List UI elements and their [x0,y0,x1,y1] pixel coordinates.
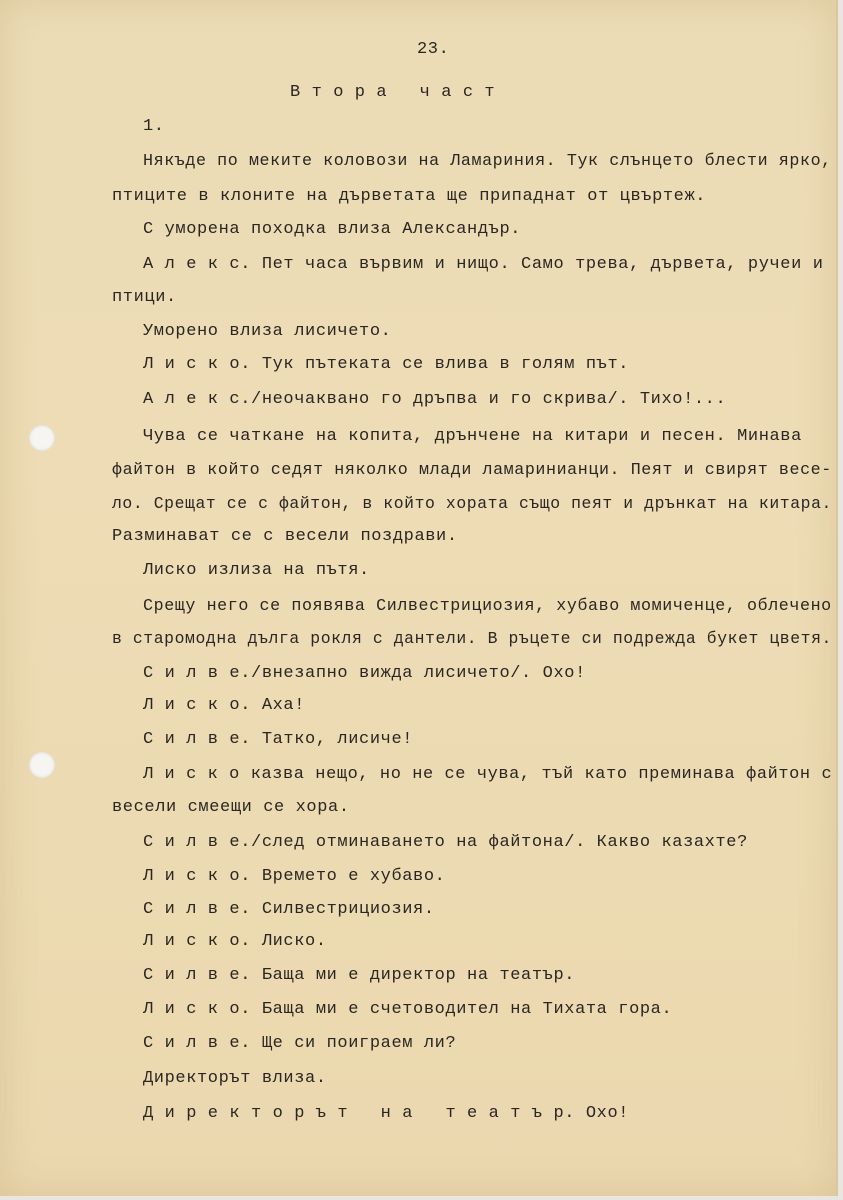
text-line: Л и с к о. Аха! [143,696,306,715]
scene-number: 1. [143,117,165,136]
text-line: А л е к с. Пет часа вървим и нищо. Само трева, дървета, ручеи и [143,255,824,274]
text-line: Л и с к о. Баща ми е счетоводител на Тихата гора. [143,1000,673,1019]
text-line: С и л в е. Ще си поиграем ли? [143,1034,457,1053]
text-line: Уморено влиза лисичето. [143,322,392,341]
text-line: Директорът влиза. [143,1069,327,1088]
text-line: птици. [112,288,177,307]
punch-hole [29,752,55,778]
text-line: Срещу него се появява Силвестрициозия, хубаво момиченце, облечено [143,597,832,616]
text-line: С и л в е./след отминаването на файтона/. Какво казахте? [143,833,748,852]
text-line: Някъде по меките коловози на Ламариния. Тук слънцето блести ярко, [143,152,832,171]
page-number: 23. [417,40,450,59]
text-line: весели смеещи се хора. [112,798,350,817]
punch-hole [29,425,55,451]
text-line: в старомодна дълга рокля с дантели. В ръцете си подрежда букет цветя. [112,630,832,649]
text-line: Л и с к о казва нещо, но не се чува, тъй като преминава файтон с [143,765,833,784]
text-line: Л и с к о. Тук пътеката се влива в голям път. [143,355,630,374]
text-line: Л и с к о. Времето е хубаво. [143,867,446,886]
text-line: Д и р е к т о р ъ т н а т е а т ъ р. Охо! [143,1104,630,1123]
text-line: С и л в е. Татко, лисиче! [143,730,414,749]
text-line: Л и с к о. Лиско. [143,932,327,951]
text-line: ло. Срещат се с файтон, в който хората също пеят и дрънкат на китара. [112,495,832,514]
text-line: Лиско излиза на пътя. [143,561,370,580]
text-line: С и л в е. Силвестрициозия. [143,900,435,919]
text-line: С и л в е. Баща ми е директор на театър. [143,966,576,985]
text-line: С уморена походка влиза Александър. [143,220,522,239]
text-line: Разминават се с весели поздрави. [112,527,458,546]
text-line: птиците в клоните на дърветата ще припаднат от цвъртеж. [112,187,707,206]
text-line: Чува се чаткане на копита, дрънчене на китари и песен. Минава [143,427,802,446]
text-line: файтон в който седят няколко млади ламаринианци. Пеят и свирят весе- [112,461,832,480]
part-heading: В т о р а ч а с т [290,83,496,102]
text-line: А л е к с./неочаквано го дръпва и го скрива/. Тихо!... [143,390,727,409]
text-line: С и л в е./внезапно вижда лисичето/. Охо! [143,664,586,683]
